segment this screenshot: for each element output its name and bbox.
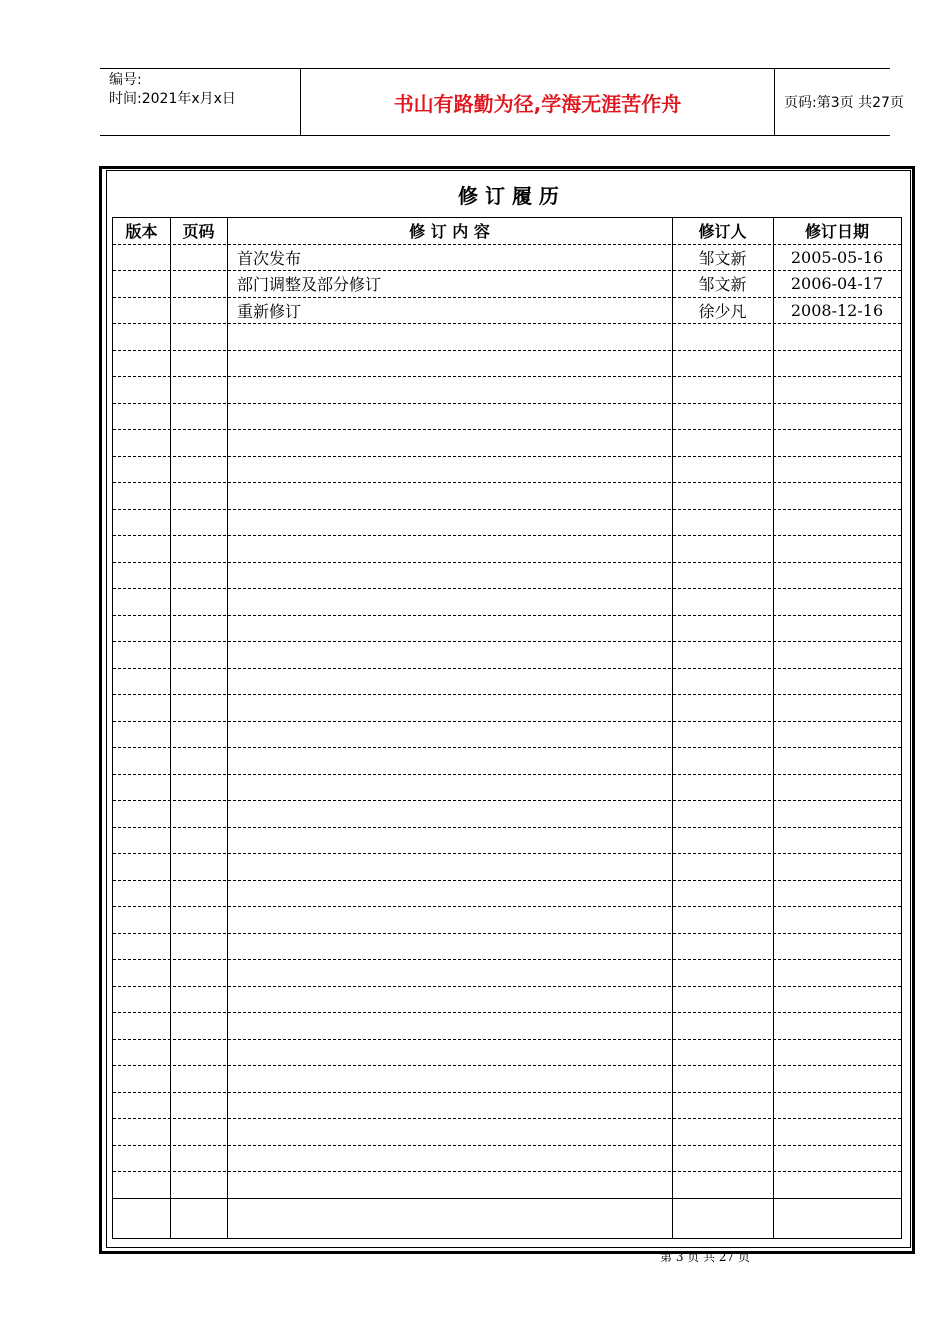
table-row	[113, 563, 901, 590]
table-row	[113, 828, 901, 855]
cell-reviser	[672, 748, 773, 774]
cell-reviser	[672, 669, 773, 695]
cell-date	[773, 1040, 901, 1066]
cell-content	[227, 351, 672, 377]
cell-reviser	[672, 1146, 773, 1172]
table-row	[113, 298, 901, 325]
time-label: 时间:2021年x月x日	[109, 91, 236, 107]
cell-page	[170, 881, 227, 907]
cell-version	[113, 881, 170, 907]
cell-page	[170, 1146, 227, 1172]
cell-date	[773, 881, 901, 907]
table-row	[113, 404, 901, 431]
table-row	[113, 616, 901, 643]
cell-page	[170, 351, 227, 377]
cell-date	[773, 1066, 901, 1092]
cell-page	[170, 483, 227, 509]
cell-page	[170, 271, 227, 297]
cell-reviser	[672, 1172, 773, 1198]
cell-version	[113, 1172, 170, 1198]
column-header: 版本	[125, 222, 158, 242]
cell-reviser	[672, 801, 773, 827]
cell-page	[170, 722, 227, 748]
cell-content	[227, 722, 672, 748]
cell-reviser	[672, 430, 773, 456]
cell-content	[227, 907, 672, 933]
cell-reviser	[672, 775, 773, 801]
cell-content	[227, 404, 672, 430]
cell-page	[170, 934, 227, 960]
cell-version	[113, 801, 170, 827]
cell-content	[227, 1119, 672, 1145]
header-slogan-box	[301, 69, 775, 135]
page-footer: 第 3 页 共 27 页	[660, 1250, 750, 1264]
cell-content	[227, 854, 672, 880]
cell-content	[227, 642, 672, 668]
cell-content	[227, 377, 672, 403]
cell-version	[113, 987, 170, 1013]
cell-reviser	[672, 1119, 773, 1145]
cell-date	[773, 1146, 901, 1172]
slogan: 书山有路勤为径,学海无涯苦作舟	[393, 91, 682, 116]
cell-version	[113, 536, 170, 562]
column-header: 修 订 内 容	[409, 222, 490, 242]
cell-date: 2008-12-16	[790, 300, 884, 320]
cell-content	[227, 748, 672, 774]
cell-reviser	[672, 722, 773, 748]
cell-date	[773, 430, 901, 456]
cell-page	[170, 1199, 227, 1226]
cell-content	[227, 775, 672, 801]
cell-date	[773, 589, 901, 615]
header-meta	[100, 69, 301, 135]
cell-content	[227, 881, 672, 907]
cell-version	[113, 616, 170, 642]
cell-version	[113, 430, 170, 456]
cell-page	[170, 1040, 227, 1066]
cell-date	[773, 775, 901, 801]
cell-content	[227, 457, 672, 483]
table-row	[113, 695, 901, 722]
cell-content	[227, 934, 672, 960]
cell-content	[227, 1172, 672, 1198]
cell-date	[773, 722, 901, 748]
table-row	[113, 642, 901, 669]
cell-content	[227, 1040, 672, 1066]
cell-reviser	[672, 642, 773, 668]
cell-reviser	[672, 960, 773, 986]
cell-page	[170, 775, 227, 801]
cell-version	[113, 642, 170, 668]
cell-page	[170, 457, 227, 483]
cell-page	[170, 324, 227, 350]
cell-date	[773, 854, 901, 880]
cell-date	[773, 1093, 901, 1119]
table-row	[113, 324, 901, 351]
cell-content	[227, 695, 672, 721]
cell-date	[773, 536, 901, 562]
cell-page	[170, 377, 227, 403]
cell-reviser	[672, 881, 773, 907]
cell-content	[227, 324, 672, 350]
cell-reviser	[672, 351, 773, 377]
cell-page	[170, 1119, 227, 1145]
page-title: 修 订 履 历	[458, 184, 559, 208]
table-row	[113, 1119, 901, 1146]
table-row	[113, 377, 901, 404]
cell-content	[227, 483, 672, 509]
cell-page	[170, 907, 227, 933]
cell-reviser	[672, 1013, 773, 1039]
cell-version	[113, 351, 170, 377]
cell-version	[113, 245, 170, 271]
cell-content	[227, 801, 672, 827]
cell-content: 重新修订	[237, 301, 302, 321]
cell-content: 首次发布	[237, 248, 302, 268]
cell-version	[113, 483, 170, 509]
cell-date	[773, 695, 901, 721]
number-label: 编号:	[109, 72, 142, 88]
table-row	[113, 1199, 901, 1226]
header-page-info: 页码:第3页 共27页	[784, 95, 904, 111]
table-row	[113, 483, 901, 510]
cell-date	[773, 669, 901, 695]
cell-reviser	[672, 510, 773, 536]
cell-date	[773, 907, 901, 933]
table-row	[113, 722, 901, 749]
cell-content	[227, 589, 672, 615]
table-row	[113, 987, 901, 1014]
cell-reviser: 徐少凡	[698, 301, 747, 321]
cell-date	[773, 483, 901, 509]
cell-page	[170, 1172, 227, 1198]
table-row	[113, 245, 901, 272]
table-row	[113, 351, 901, 378]
cell-content	[227, 430, 672, 456]
cell-page	[170, 669, 227, 695]
cell-page	[170, 642, 227, 668]
cell-version	[113, 775, 170, 801]
column-header: 修订日期	[804, 222, 869, 242]
table-row	[113, 775, 901, 802]
cell-page	[170, 960, 227, 986]
cell-date	[773, 1199, 901, 1226]
cell-date	[773, 510, 901, 536]
cell-version	[113, 404, 170, 430]
cell-page	[170, 748, 227, 774]
cell-version	[113, 271, 170, 297]
cell-date	[773, 1172, 901, 1198]
cell-date	[773, 1119, 901, 1145]
cell-page	[170, 828, 227, 854]
cell-reviser: 邹文新	[698, 275, 747, 295]
cell-date	[773, 616, 901, 642]
cell-version	[113, 934, 170, 960]
cell-date: 2005-05-16	[790, 247, 884, 267]
cell-version	[113, 1146, 170, 1172]
cell-reviser	[672, 1040, 773, 1066]
cell-content	[227, 1066, 672, 1092]
table-row	[113, 536, 901, 563]
cell-reviser	[672, 536, 773, 562]
cell-date	[773, 457, 901, 483]
cell-page	[170, 1066, 227, 1092]
cell-content	[227, 1146, 672, 1172]
table-row	[113, 271, 901, 298]
cell-page	[170, 854, 227, 880]
cell-date	[773, 934, 901, 960]
cell-page	[170, 1013, 227, 1039]
table-row	[113, 1013, 901, 1040]
table-row	[113, 748, 901, 775]
table-row	[113, 854, 901, 881]
cell-page	[170, 987, 227, 1013]
cell-version	[113, 907, 170, 933]
cell-date	[773, 563, 901, 589]
cell-date	[773, 377, 901, 403]
cell-version	[113, 1199, 170, 1226]
table-row	[113, 881, 901, 908]
table-row	[113, 669, 901, 696]
cell-version	[113, 828, 170, 854]
cell-reviser	[672, 695, 773, 721]
table-row	[113, 1172, 901, 1199]
cell-content	[227, 669, 672, 695]
revision-table	[112, 217, 902, 1239]
cell-reviser	[672, 457, 773, 483]
cell-version	[113, 563, 170, 589]
cell-page	[170, 245, 227, 271]
cell-reviser	[672, 324, 773, 350]
cell-reviser	[672, 987, 773, 1013]
table-row	[113, 589, 901, 616]
table-row	[113, 510, 901, 537]
cell-content	[227, 960, 672, 986]
cell-date	[773, 1013, 901, 1039]
cell-reviser	[672, 1066, 773, 1092]
cell-date: 2006-04-17	[790, 274, 884, 294]
table-row	[113, 934, 901, 961]
cell-date	[773, 404, 901, 430]
cell-date	[773, 960, 901, 986]
table-row	[113, 1066, 901, 1093]
cell-reviser	[672, 483, 773, 509]
cell-content	[227, 563, 672, 589]
cell-content	[227, 616, 672, 642]
column-header: 修订人	[698, 222, 747, 242]
table-row	[113, 430, 901, 457]
table-row	[113, 1093, 901, 1120]
cell-reviser	[672, 907, 773, 933]
cell-version	[113, 457, 170, 483]
cell-version	[113, 669, 170, 695]
cell-page	[170, 510, 227, 536]
cell-reviser	[672, 1199, 773, 1226]
cell-version	[113, 1066, 170, 1092]
cell-content	[227, 510, 672, 536]
page-header	[100, 68, 904, 136]
cell-page	[170, 1093, 227, 1119]
cell-version	[113, 324, 170, 350]
cell-reviser	[672, 1093, 773, 1119]
cell-version	[113, 695, 170, 721]
cell-date	[773, 351, 901, 377]
cell-content	[227, 987, 672, 1013]
cell-page	[170, 563, 227, 589]
cell-date	[773, 801, 901, 827]
cell-reviser	[672, 404, 773, 430]
cell-version	[113, 589, 170, 615]
cell-reviser	[672, 563, 773, 589]
cell-content	[227, 1199, 672, 1226]
table-row	[113, 801, 901, 828]
cell-version	[113, 1013, 170, 1039]
table-row	[113, 457, 901, 484]
cell-date	[773, 324, 901, 350]
cell-date	[773, 748, 901, 774]
cell-page	[170, 430, 227, 456]
cell-page	[170, 801, 227, 827]
table-header-row	[113, 218, 901, 245]
cell-date	[773, 987, 901, 1013]
cell-version	[113, 748, 170, 774]
cell-version	[113, 854, 170, 880]
table-row	[113, 907, 901, 934]
cell-content	[227, 828, 672, 854]
cell-version	[113, 722, 170, 748]
cell-reviser	[672, 934, 773, 960]
cell-page	[170, 536, 227, 562]
cell-page	[170, 616, 227, 642]
cell-content	[227, 1093, 672, 1119]
cell-version	[113, 298, 170, 324]
cell-reviser	[672, 828, 773, 854]
cell-content	[227, 536, 672, 562]
cell-reviser	[672, 616, 773, 642]
cell-version	[113, 960, 170, 986]
cell-reviser: 邹文新	[698, 248, 747, 268]
cell-page	[170, 298, 227, 324]
cell-date	[773, 828, 901, 854]
cell-date	[773, 642, 901, 668]
cell-version	[113, 1093, 170, 1119]
cell-page	[170, 589, 227, 615]
cell-content: 部门调整及部分修订	[237, 275, 382, 295]
cell-version	[113, 377, 170, 403]
cell-page	[170, 695, 227, 721]
cell-page	[170, 404, 227, 430]
cell-reviser	[672, 377, 773, 403]
column-header: 页码	[182, 222, 215, 242]
cell-version	[113, 510, 170, 536]
cell-reviser	[672, 589, 773, 615]
cell-reviser	[672, 854, 773, 880]
cell-content	[227, 1013, 672, 1039]
table-row	[113, 1040, 901, 1067]
table-row	[113, 1146, 901, 1173]
cell-version	[113, 1040, 170, 1066]
table-row	[113, 960, 901, 987]
cell-version	[113, 1119, 170, 1145]
